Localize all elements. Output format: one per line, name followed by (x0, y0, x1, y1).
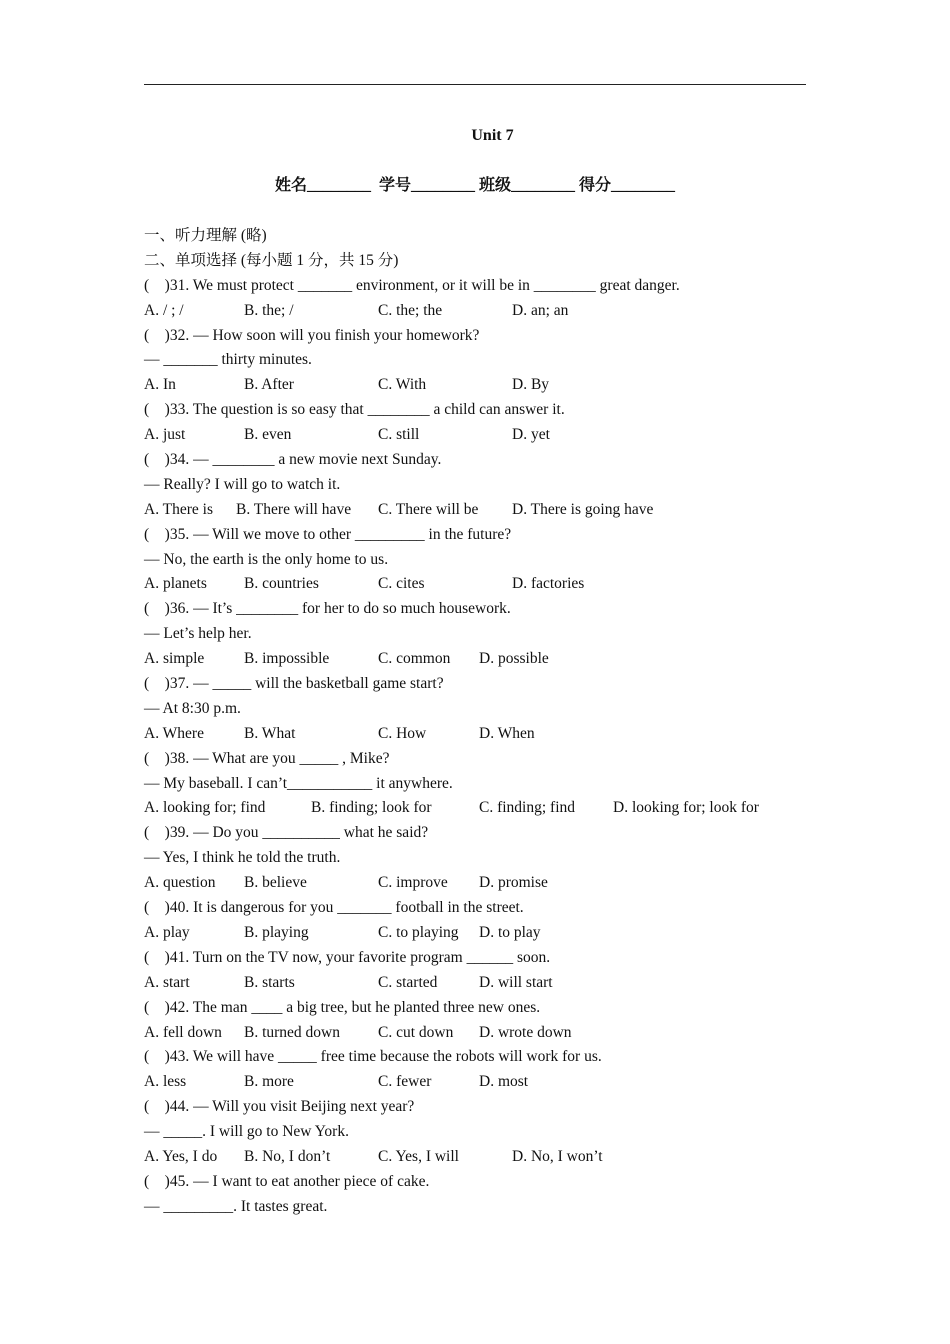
question-dialogue-line: — No, the earth is the only home to us. (144, 550, 389, 568)
option-row (144, 498, 844, 523)
answer-option: C. Yes, I will (378, 1147, 459, 1165)
section-heading-listening: 一、听力理解 (略) (144, 227, 267, 244)
answer-option: D. possible (479, 650, 549, 668)
answer-option: C. finding; find (479, 799, 576, 817)
question-block (144, 324, 844, 399)
option-row (144, 1070, 844, 1095)
question-block (144, 1095, 844, 1170)
answer-option: D. factories (512, 575, 585, 593)
question-stem: ( )37. — _____ will the basketball game start? (144, 675, 444, 693)
question-block (144, 523, 844, 598)
question-dialogue-line: — Really? I will go to watch it. (144, 475, 341, 493)
answer-option: D. will start (479, 973, 553, 991)
answer-option: D. promise (479, 874, 548, 892)
question-stem: ( )40. It is dangerous for you _______ football in the street. (144, 899, 524, 917)
option-row (144, 921, 844, 946)
answer-option: B. more (244, 1073, 294, 1091)
answer-option: A. planets (144, 575, 207, 593)
question-block (144, 448, 844, 523)
question-stem: ( )35. — Will we move to other _________ in the future? (144, 525, 512, 543)
answer-option: B. countries (244, 575, 319, 593)
answer-option: D. No, I won’t (512, 1147, 603, 1165)
answer-option: A. play (144, 923, 190, 941)
answer-option: B. After (244, 376, 294, 394)
answer-option: C. still (378, 426, 420, 444)
answer-option: B. There will have (236, 500, 352, 518)
question-stem: ( )45. — I want to eat another piece of cake. (144, 1172, 430, 1190)
section-heading-single-choice: 二、单项选择 (每小题 1 分，共 15 分) (144, 251, 399, 269)
answer-option: C. common (378, 650, 451, 668)
answer-option: D. wrote down (479, 1023, 572, 1041)
answer-option: A. less (144, 1073, 187, 1091)
question-stem: ( )32. — How soon will you finish your homework? (144, 326, 480, 344)
question-dialogue-line: — _________. It tastes great. (144, 1197, 328, 1215)
question-stem: ( )38. — What are you _____ , Mike? (144, 749, 390, 767)
answer-option: D. an; an (512, 301, 569, 319)
answer-option: C. improve (378, 874, 448, 892)
answer-option: A. Where (144, 724, 204, 742)
question-list (144, 274, 844, 1220)
question-block (144, 747, 844, 822)
answer-option: B. What (244, 724, 296, 742)
question-stem: ( )31. We must protect _______ environment, or it will be in ________ great danger. (144, 276, 680, 294)
answer-option: D. By (512, 376, 550, 394)
answer-option: A. In (144, 376, 176, 394)
question-block (144, 672, 844, 747)
option-row (144, 971, 844, 996)
answer-option: C. There will be (378, 500, 479, 518)
answer-option: B. the; / (244, 301, 294, 319)
option-row (144, 722, 844, 747)
answer-option: B. No, I don’t (244, 1147, 331, 1165)
answer-option: C. to playing (378, 923, 459, 941)
answer-option: A. simple (144, 650, 205, 668)
answer-option: A. fell down (144, 1023, 222, 1041)
answer-option: A. / ; / (144, 301, 184, 319)
answer-option: D. There is going have (512, 500, 654, 518)
answer-option: A. just (144, 426, 186, 444)
answer-option: D. yet (512, 426, 550, 444)
option-row (144, 1021, 844, 1046)
answer-option: C. fewer (378, 1073, 432, 1091)
answer-option: A. There is (144, 500, 214, 518)
header-rule (144, 84, 806, 85)
answer-option: C. With (378, 376, 427, 394)
option-row (144, 1145, 844, 1170)
question-stem: ( )41. Turn on the TV now, your favorite program ______ soon. (144, 948, 551, 966)
answer-option: B. finding; look for (311, 799, 432, 817)
answer-option: D. looking for; look for (613, 799, 759, 817)
answer-option: A. looking for; find (144, 799, 266, 817)
question-block (144, 1170, 844, 1220)
question-dialogue-line: — At 8:30 p.m. (144, 699, 241, 717)
question-block (144, 398, 844, 448)
question-stem: ( )34. — ________ a new movie next Sunday. (144, 451, 442, 469)
question-block (144, 946, 844, 996)
option-row (144, 796, 844, 821)
question-stem: ( )42. The man ____ a big tree, but he planted three new ones. (144, 998, 541, 1016)
answer-option: B. impossible (244, 650, 330, 668)
question-stem: ( )43. We will have _____ free time because the robots will work for us. (144, 1048, 602, 1066)
question-stem: ( )33. The question is so easy that ________ a child can answer it. (144, 401, 565, 419)
answer-option: A. start (144, 973, 190, 991)
option-row (144, 647, 844, 672)
exam-body (144, 224, 844, 1220)
student-info-line: 姓名________ 学号________ 班级________ 得分________ (274, 177, 675, 194)
answer-option: D. When (479, 724, 535, 742)
question-block (144, 996, 844, 1046)
answer-option: C. started (378, 973, 438, 991)
answer-option: C. cites (378, 575, 425, 593)
option-row (144, 423, 844, 448)
question-stem: ( )44. — Will you visit Beijing next year? (144, 1098, 415, 1116)
question-dialogue-line: — _____. I will go to New York. (144, 1123, 349, 1141)
answer-option: A. Yes, I do (144, 1147, 218, 1165)
answer-option: A. question (144, 874, 216, 892)
question-dialogue-line: — Let’s help her. (144, 625, 252, 643)
question-block (144, 896, 844, 946)
question-dialogue-line: — _______ thirty minutes. (144, 351, 312, 369)
option-row (144, 299, 844, 324)
question-block (144, 597, 844, 672)
option-row (144, 871, 844, 896)
page-title: Unit 7 (471, 127, 514, 144)
question-block (144, 274, 844, 324)
question-block (144, 1045, 844, 1095)
answer-option: C. cut down (378, 1023, 454, 1041)
answer-option: D. most (479, 1073, 529, 1091)
option-row (144, 373, 844, 398)
answer-option: B. starts (244, 973, 295, 991)
answer-option: B. believe (244, 874, 307, 892)
answer-option: C. the; the (378, 301, 443, 319)
answer-option: D. to play (479, 923, 541, 941)
question-dialogue-line: — Yes, I think he told the truth. (144, 849, 341, 867)
question-stem: ( )39. — Do you __________ what he said? (144, 824, 429, 842)
option-row (144, 572, 844, 597)
question-block (144, 821, 844, 896)
answer-option: B. even (244, 426, 292, 444)
answer-option: C. How (378, 724, 427, 742)
question-dialogue-line: — My baseball. I can’t___________ it anywhere. (144, 774, 453, 792)
answer-option: B. playing (244, 923, 309, 941)
answer-option: B. turned down (244, 1023, 341, 1041)
question-stem: ( )36. — It’s ________ for her to do so much housework. (144, 600, 511, 618)
